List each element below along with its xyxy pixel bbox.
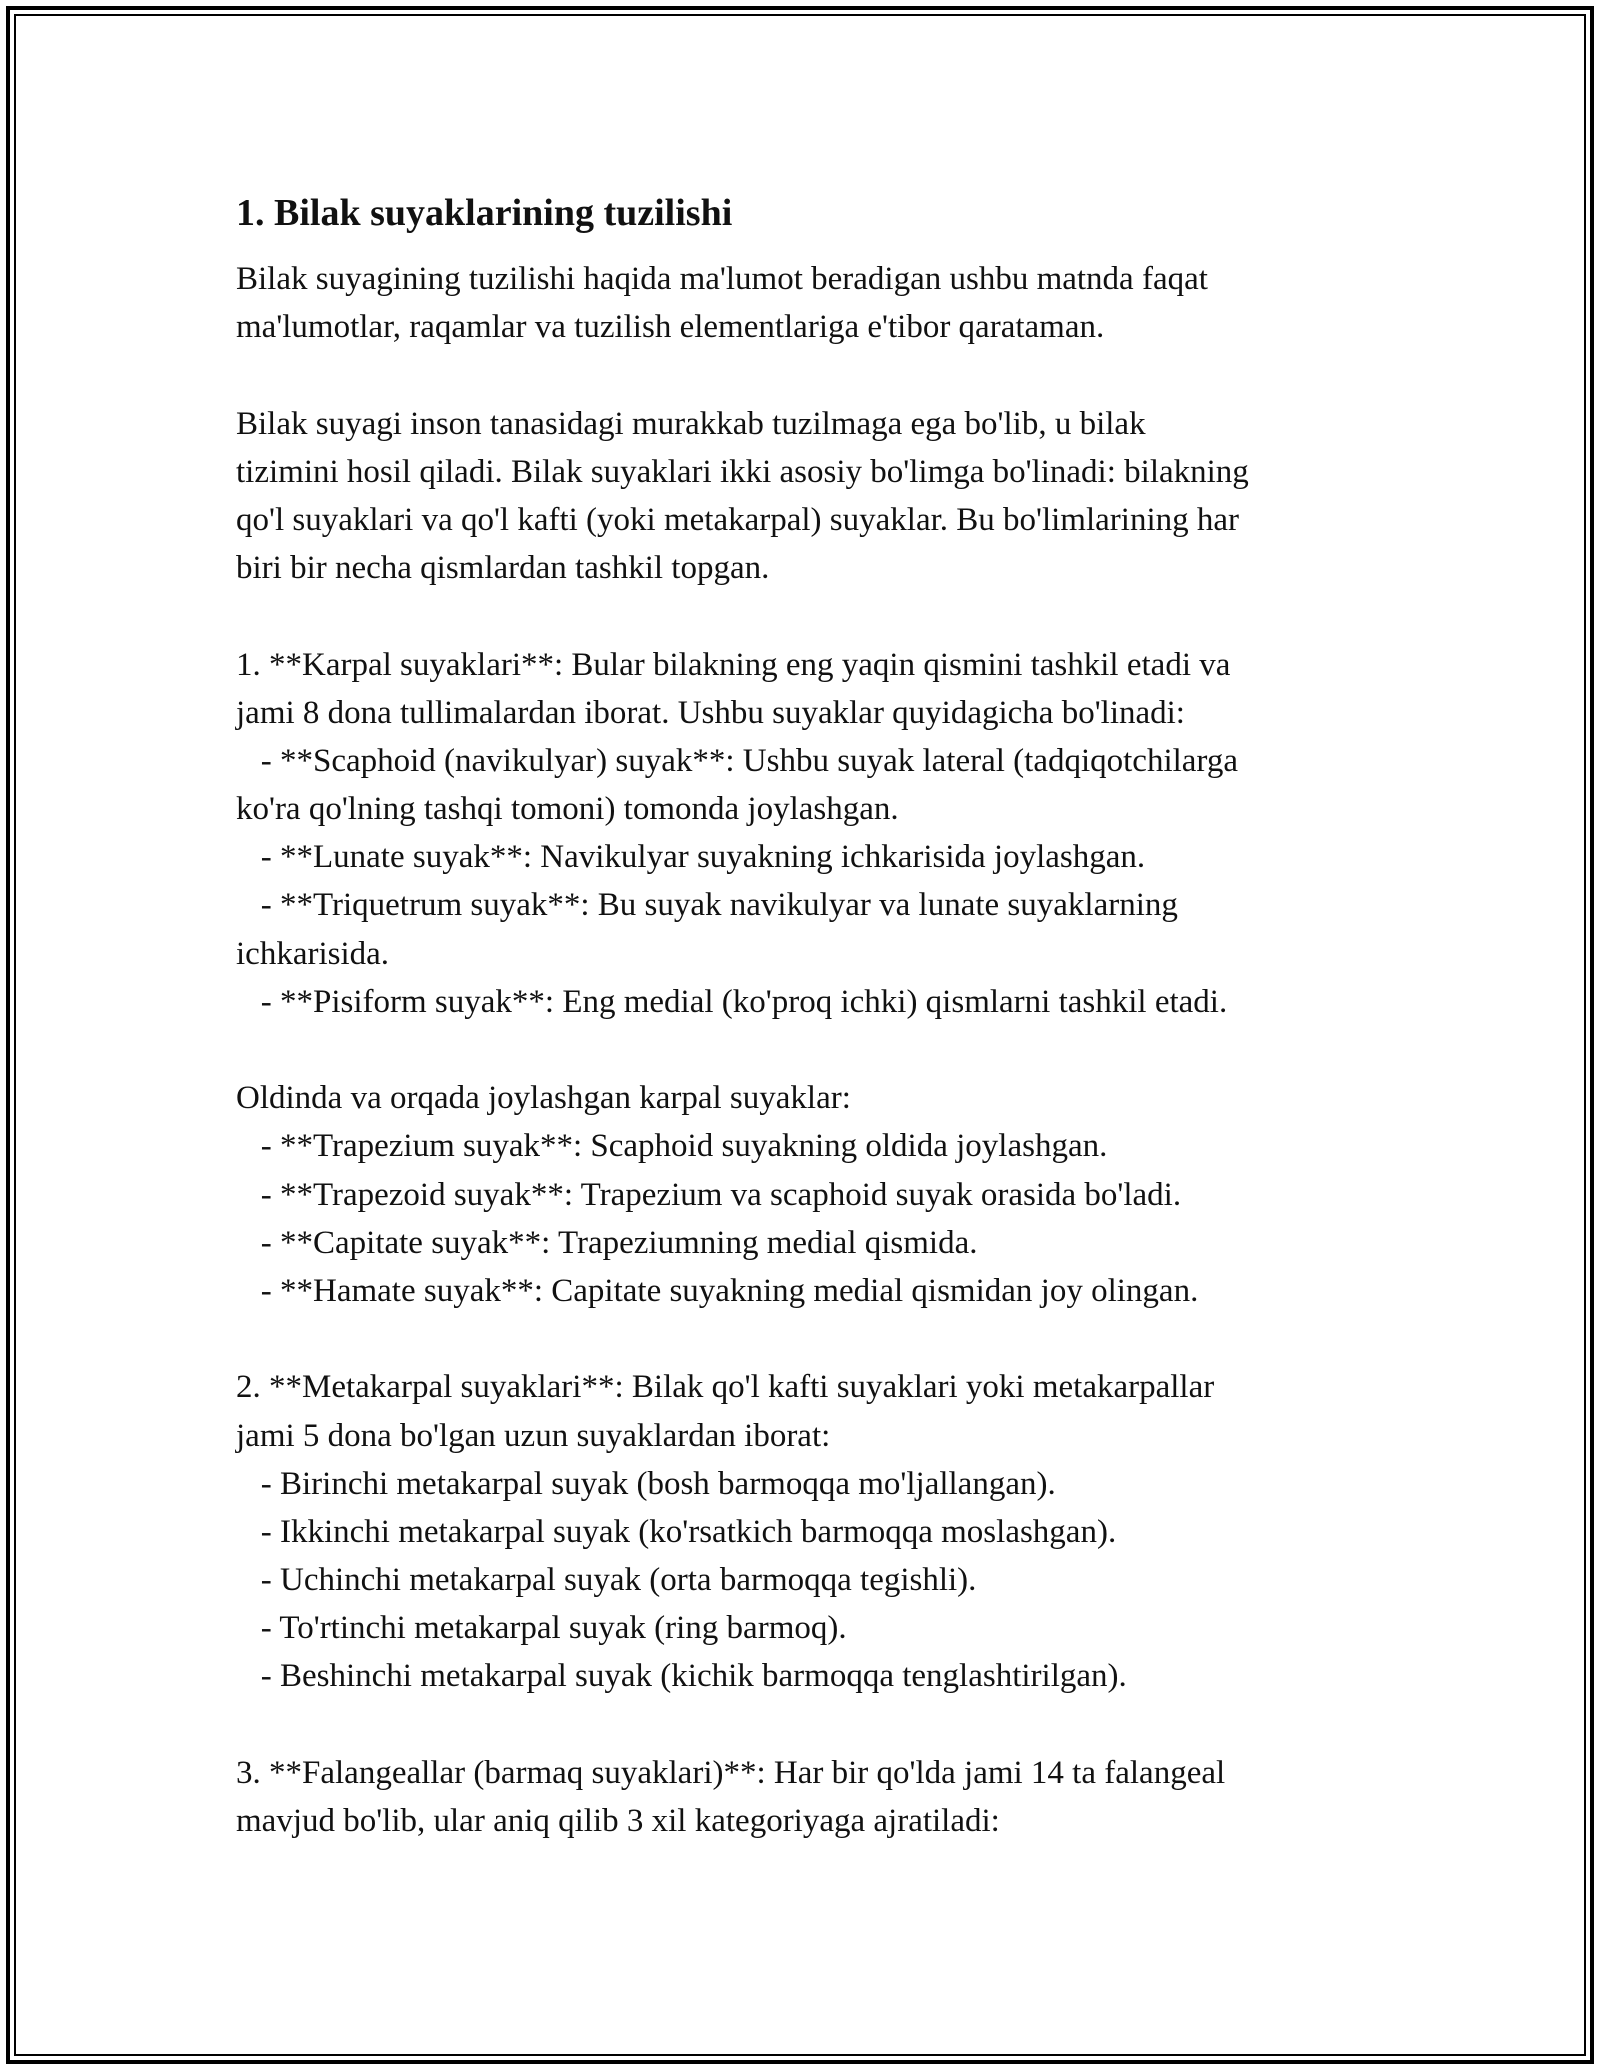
document-body	[236, 185, 1376, 1845]
section-title: 1. Bilak suyaklarining tuzilishi	[236, 192, 733, 234]
text-lines	[236, 255, 1376, 1845]
text-line: 3. **Falangeallar (barmaq suyaklari)**: Har bir qo'lda jami 14 ta falangeal	[236, 1754, 1226, 1791]
text-line: Bilak suyagi inson tanasidagi murakkab tuzilmaga ega bo'lib, u bilak	[236, 405, 1146, 442]
text-line: - **Triquetrum suyak**: Bu suyak navikulyar va lunate suyaklarning	[236, 887, 1178, 924]
text-line: - **Capitate suyak**: Trapeziumning medial qismida.	[236, 1224, 978, 1261]
text-line: jami 5 dona bo'lgan uzun suyaklardan iborat:	[236, 1417, 831, 1454]
text-line: - Ikkinchi metakarpal suyak (ko'rsatkich barmoqqa moslashgan).	[236, 1513, 1117, 1550]
text-line: - **Hamate suyak**: Capitate suyakning medial qismidan joy olingan.	[236, 1272, 1199, 1309]
text-line: - **Trapezium suyak**: Scaphoid suyakning oldida joylashgan.	[236, 1128, 1108, 1165]
text-line: mavjud bo'lib, ular aniq qilib 3 xil kategoriyaga ajratiladi:	[236, 1803, 1000, 1839]
text-line: - **Lunate suyak**: Navikulyar suyakning ichkarisida joylashgan.	[236, 839, 1146, 876]
text-line: qo'l suyaklari va qo'l kafti (yoki metakarpal) suyaklar. Bu bo'limlarining har	[236, 501, 1240, 538]
text-line: Oldinda va orqada joylashgan karpal suyaklar:	[236, 1080, 851, 1117]
blank-line	[236, 1701, 1376, 1749]
blank-line	[236, 592, 1376, 640]
text-line: - **Trapezoid suyak**: Trapezium va scaphoid suyak orasida bo'ladi.	[236, 1176, 1182, 1213]
text-line: - **Scaphoid (navikulyar) suyak**: Ushbu suyak lateral (tadqiqotchilarga	[236, 742, 1238, 779]
text-line: ko'ra qo'lning tashqi tomoni) tomonda joylashgan.	[236, 791, 899, 828]
text-line: Bilak suyagining tuzilishi haqida ma'lumot beradigan ushbu matnda faqat	[236, 261, 1208, 297]
text-line: - **Pisiform suyak**: Eng medial (ko'proq ichki) qismlarni tashkil etadi.	[236, 983, 1228, 1020]
text-line: - Uchinchi metakarpal suyak (orta barmoqqa tegishli).	[236, 1562, 977, 1599]
text-line: - Beshinchi metakarpal suyak (kichik barmoqqa tenglashtirilgan).	[236, 1658, 1127, 1695]
blank-line	[236, 1026, 1376, 1074]
text-line: - To'rtinchi metakarpal suyak (ring barmoq).	[236, 1610, 847, 1647]
text-line: ma'lumotlar, raqamlar va tuzilish elementlariga e'tibor qarataman.	[236, 309, 1105, 346]
text-line: jami 8 dona tullimalardan iborat. Ushbu suyaklar quyidagicha bo'linadi:	[236, 694, 1185, 731]
blank-line	[236, 1315, 1376, 1363]
text-line: ichkarisida.	[236, 935, 390, 972]
text-line: 2. **Metakarpal suyaklari**: Bilak qo'l kafti suyaklari yoki metakarpallar	[236, 1369, 1215, 1406]
text-line: tizimini hosil qiladi. Bilak suyaklari ikki asosiy bo'limga bo'linadi: bilakning	[236, 453, 1249, 490]
text-line: biri bir necha qismlardan tashkil topgan.	[236, 550, 770, 587]
text-line: 1. **Karpal suyaklari**: Bular bilakning eng yaqin qismini tashkil etadi va	[236, 646, 1231, 683]
blank-line	[236, 351, 1376, 399]
text-line: - Birinchi metakarpal suyak (bosh barmoqqa mo'ljallangan).	[236, 1465, 1056, 1502]
